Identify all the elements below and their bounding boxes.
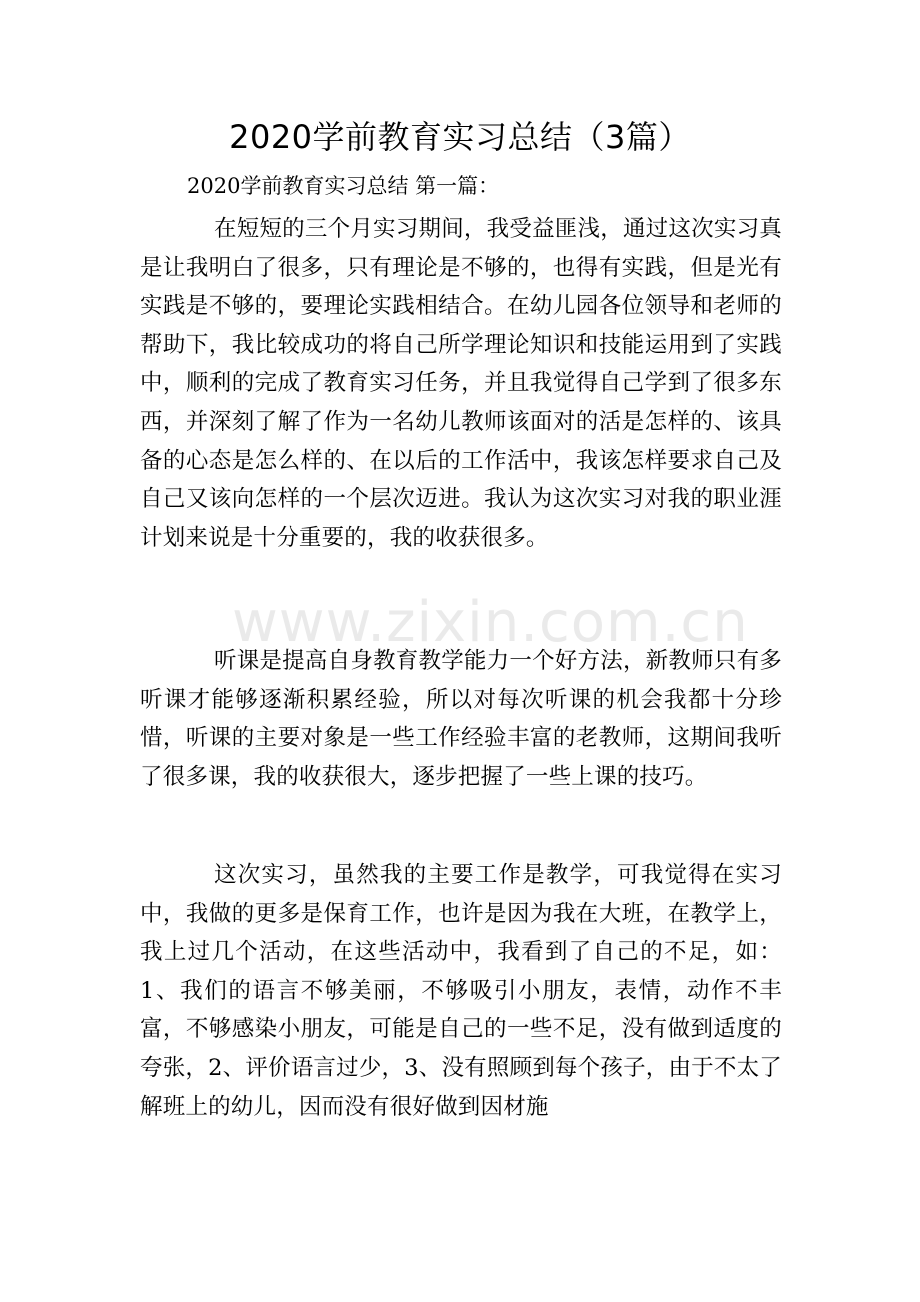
section-heading: 2020学前教育实习总结 第一篇： bbox=[187, 174, 500, 198]
paragraph-1: 在短短的三个月实习期间，我受益匪浅，通过这次实习真是让我明白了很多，只有理论是不够的，也得有实践，但是光有实践是不够的，要理论实践相结合。在幼儿园各位领导和老师的帮助下，我比较成功的将自己所学理论知识和技能运用到了实践中，顺利的完成了教育实习任务，并且我觉得自己学到了很多东西，并深刻了解了作为一名幼儿教师该面对的活是怎样的、该具备的心态是怎么样的、在以后的工作活中，我该怎样要求自己及自己又该向怎样的一个层次迈进。我认为这次实习对我的职业涯计划来说是十分重要的，我的收获很多。 bbox=[140, 216, 782, 551]
paragraph-2: 听课是提高自身教育教学能力一个好方法，新教师只有多听课才能够逐渐积累经验，所以对每次听课的机会我都十分珍惜，听课的主要对象是一些工作经验丰富的老教师，这期间我听了很多课，我的收获很大，逐步把握了一些上课的技巧。 bbox=[140, 648, 782, 790]
paragraph-3: 这次实习，虽然我的主要工作是教学，可我觉得在实习中，我做的更多是保育工作，也许是因为我在大班，在教学上，我上过几个活动，在这些活动中，我看到了自己的不足，如：1、我们的语言不够美丽，不够吸引小朋友，表情，动作不丰富，不够感染小朋友，可能是自己的一些不足，没有做到适度的夸张，2、评价语言过少，3、没有照顾到每个孩子，由于不太了解班上的幼儿，因而没有很好做到因材施 bbox=[140, 862, 782, 1120]
document-title: 2020学前教育实习总结（3篇） bbox=[229, 118, 691, 156]
watermark: www.zixin.com.cn bbox=[232, 590, 749, 655]
